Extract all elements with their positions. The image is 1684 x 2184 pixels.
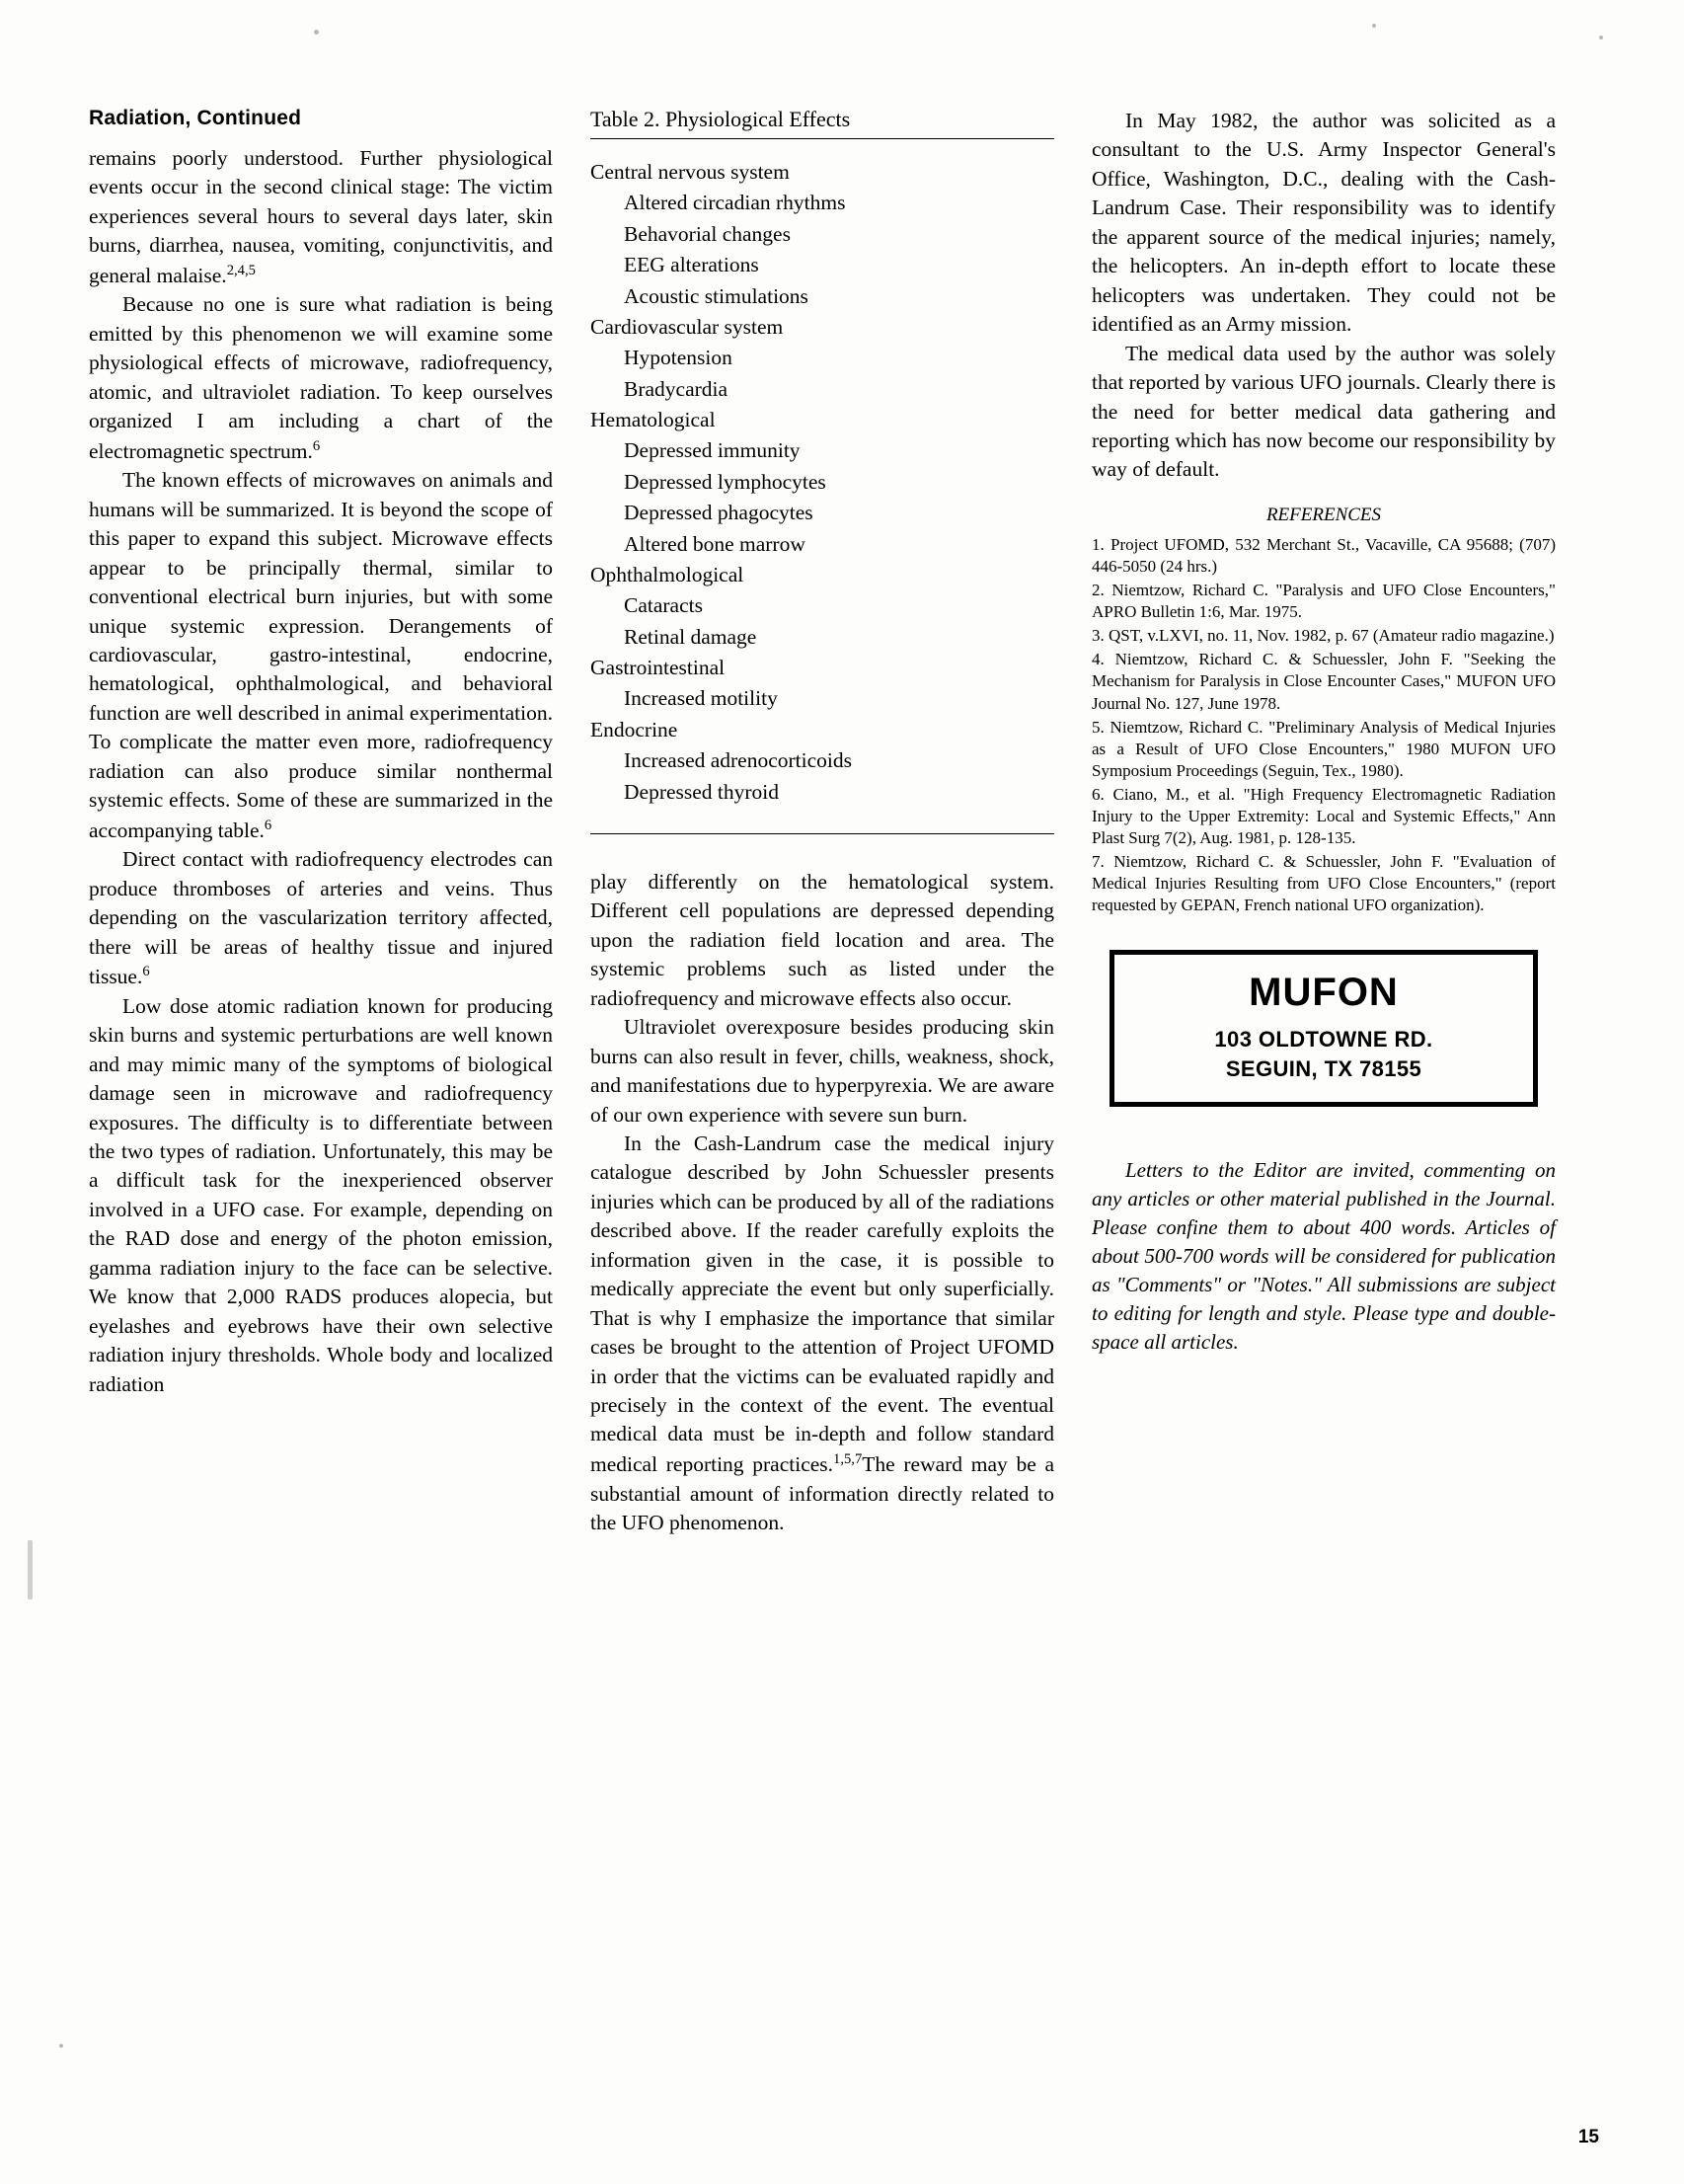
reference-item: 3. QST, v.LXVI, no. 11, Nov. 1982, p. 67 (Amateur radio magazine.)	[1092, 626, 1555, 646]
reference-item: 6. Ciano, M., et al. "High Frequency Electromagnetic Radiation Injury to the Upper Extremity: Local and Systemic Effects," Ann Plast Surg 7(2), Aug. 1981, p. 128-135.	[1092, 784, 1556, 848]
table-item: Depressed phagocytes	[624, 501, 813, 525]
paragraph-text-cont: The reward may be a substantial amount of information directly related to the UFO phenomenon.	[590, 1452, 1054, 1534]
table-group-heading: Central nervous system	[590, 160, 790, 184]
table-group-heading: Cardiovascular system	[590, 314, 784, 339]
table-item: Altered circadian rhythms	[624, 191, 846, 215]
table-group-heading: Gastrointestinal	[590, 656, 726, 679]
table-item: Bradycardia	[624, 376, 728, 401]
scan-speckle	[59, 2044, 63, 2048]
page-number: 15	[1577, 2127, 1599, 2147]
reference-item: 2. Niemtzow, Richard C. "Paralysis and UFO Close Encounters," APRO Bulletin 1:6, Mar. 1975.	[1092, 581, 1556, 622]
table-item: Acoustic stimulations	[624, 283, 808, 308]
footnote-marker: 6	[264, 817, 272, 833]
table-group	[590, 653, 1054, 715]
table-item: EEG alterations	[624, 253, 759, 277]
table-item: Increased adrenocorticoids	[624, 748, 853, 773]
footnote-marker: 1,5,7	[833, 1450, 863, 1467]
three-column-layout	[89, 107, 1599, 1537]
mufon-address-line-1: 103 OLDTOWNE RD.	[1214, 1027, 1433, 1053]
paragraph-text: Low dose atomic radiation known for producing skin burns and systemic perturbations are well known and may mimic many of the symptoms of biological damage seen in microwave and radiofrequency exposures. The difficulty is to differentiate between the two types of radiation. Unfortunately, this may be a difficult task for the inexperienced observer involved in a UFO case. For example, depending on the RAD dose and energy of the photon emission, gamma radiation injury to the face can be selective. We know that 2,000 RADS produces alopecia, but eyelashes and eyebrows have their own selective radiation injury thresholds. Whole body and localized radiation	[89, 993, 553, 1396]
table-group-heading: Endocrine	[590, 717, 678, 741]
paragraph	[590, 1013, 1054, 1130]
paragraph-text: The medical data used by the author was solely that reported by various UFO journals. Clearly there is the need for better medical data gathering and reporting which has now become our responsibility by way of default.	[1092, 341, 1556, 482]
paragraph-text: In May 1982, the author was solicited as a consultant to the U.S. Army Inspector General's Office, Washington, D.C., dealing with the Cash-Landrum Case. Their responsibility was to identify the apparent source of the medical injuries; namely, the helicopters. An in-depth effort to locate these helicopters was undertaken. They could not be identified as an Army mission.	[1092, 109, 1556, 337]
paragraph	[1092, 340, 1556, 485]
table-group	[590, 405, 1054, 560]
table-item: Hypotension	[624, 346, 732, 370]
footnote-marker: 6	[312, 437, 321, 454]
table-item: Cataracts	[624, 593, 703, 618]
scan-speckle	[1599, 36, 1603, 39]
column-one	[89, 107, 553, 1399]
table-item: Altered bone marrow	[624, 531, 805, 556]
paragraph	[89, 290, 553, 466]
page-content	[89, 107, 1599, 2147]
table-item: Retinal damage	[624, 624, 757, 649]
paragraph	[89, 992, 553, 1399]
table-item: Depressed lymphocytes	[624, 469, 826, 494]
mufon-address-box	[1110, 950, 1538, 1106]
table-group	[590, 312, 1054, 405]
column-three	[1092, 107, 1556, 1357]
mufon-address-line-2: SEGUIN, TX 78155	[1225, 1056, 1422, 1082]
table-item: Behavorial changes	[624, 221, 791, 246]
table-item: Depressed thyroid	[624, 779, 780, 804]
table-group-heading: Ophthalmological	[590, 562, 744, 586]
paragraph-text: Direct contact with radiofrequency electrodes can produce thromboses of arteries and veins. Thus depending on the vascularization territory affected, there will be areas of healthy tissue and injured tissue.	[89, 847, 553, 989]
paragraph-text: remains poorly understood. Further physiological events occur in the second clinical stage: The victim experiences several hours to several days later, skin burns, diarrhea, nausea, vomiting, conjunctivitis, and general malaise.	[89, 146, 553, 287]
paragraph	[590, 868, 1054, 1013]
paragraph-text: In the Cash-Landrum case the medical injury catalogue described by John Schuessler presents injuries which can be produced by all of the radiations described above. If the reader carefully exploits the information given in the case, it is possible to medically appreciate the event but only superficially. That is why I emphasize the importance that similar cases be brought to the attention of Project UFOMD in order that the victims can be evaluated rapidly and precisely in the context of the event. The eventual medical data must be in-depth and follow standard medical reporting practices.	[590, 1131, 1054, 1477]
footnote-marker: 6	[142, 964, 150, 980]
table-title: Table 2. Physiological Effects	[590, 107, 1054, 139]
paragraph-text: Ultraviolet overexposure besides producing skin burns can also result in fever, chills, weakness, shock, and manifestations due to hyperpyrexia. We are aware of our own experience with severe sun burn.	[590, 1015, 1054, 1127]
column-two	[590, 107, 1054, 1537]
paragraph-text: The known effects of microwaves on animals and humans will be summarized. It is beyond the scope of this paper to expand this subject. Microwave effects appear to be principally thermal, similar to conventional electrical burn injuries, but with some unique systemic expression. Derangements of cardiovascular, gastro-intestinal, endocrine, hematological, ophthalmological, and behavioral function are well described in animal experimentation. To complicate the matter even more, radiofrequency radiation can also produce similar nonthermal systemic effects. Some of these are summarized in the accompanying table.	[89, 468, 553, 842]
paragraph	[89, 466, 553, 845]
reference-item: 5. Niemtzow, Richard C. "Preliminary Analysis of Medical Injuries as a Result of UFO Close Encounters," 1980 MUFON UFO Symposium Proceedings (Seguin, Tex., 1980).	[1092, 717, 1556, 780]
paragraph	[89, 845, 553, 991]
scan-speckle	[1372, 24, 1376, 28]
paragraph-text: play differently on the hematological system. Different cell populations are depressed depending upon the radiation field location and area. The systemic problems such as listed under the radiofrequency and microwave effects also occur.	[590, 869, 1054, 1010]
table-group	[590, 715, 1054, 808]
references-heading: REFERENCES	[1265, 504, 1382, 525]
mufon-logo-text: MUFON	[1249, 971, 1399, 1015]
physiological-effects-table	[590, 157, 1054, 808]
table-group	[590, 157, 1054, 312]
reference-item: 4. Niemtzow, Richard C. & Schuessler, John F. "Seeking the Mechanism for Paralysis in Close Encounter Cases," MUFON UFO Journal No. 127, June 1978.	[1092, 650, 1556, 713]
reference-item: 1. Project UFOMD, 532 Merchant St., Vacaville, CA 95688; (707) 446-5050 (24 hrs.)	[1092, 534, 1556, 576]
table-item: Increased motility	[624, 686, 778, 711]
scan-speckle	[28, 1540, 33, 1599]
paragraph	[1092, 107, 1556, 340]
scan-speckle	[314, 30, 319, 35]
references-list	[1092, 534, 1556, 917]
paragraph-text: Because no one is sure what radiation is being emitted by this phenomenon we will examine some physiological effects of microwave, radiofrequency, atomic, and ultraviolet radiation. To keep ourselves organized I am including a chart of the electromagnetic spectrum.	[89, 292, 553, 463]
running-head: Radiation, Continued	[89, 107, 302, 129]
table-item: Depressed immunity	[624, 438, 801, 463]
footnote-marker: 2,4,5	[226, 262, 256, 278]
table-group	[590, 560, 1054, 653]
letters-to-editor-note: Letters to the Editor are invited, commenting on any articles or other material published in the Journal. Please confine them to about 400 words. Articles of about 500-700 words will be considered for publication as "Comments" or "Notes." All submissions are subject to editing for length and style. Please type and double-space all articles.	[1092, 1157, 1556, 1354]
paragraph	[590, 1130, 1054, 1538]
paragraph	[89, 144, 553, 290]
table-bottom-rule	[590, 833, 1054, 834]
reference-item: 7. Niemtzow, Richard C. & Schuessler, John F. "Evaluation of Medical Injuries Resulting from UFO Close Encounters," (report requested by GEPAN, French national UFO organization).	[1092, 852, 1556, 915]
table-group-heading: Hematological	[590, 408, 716, 431]
